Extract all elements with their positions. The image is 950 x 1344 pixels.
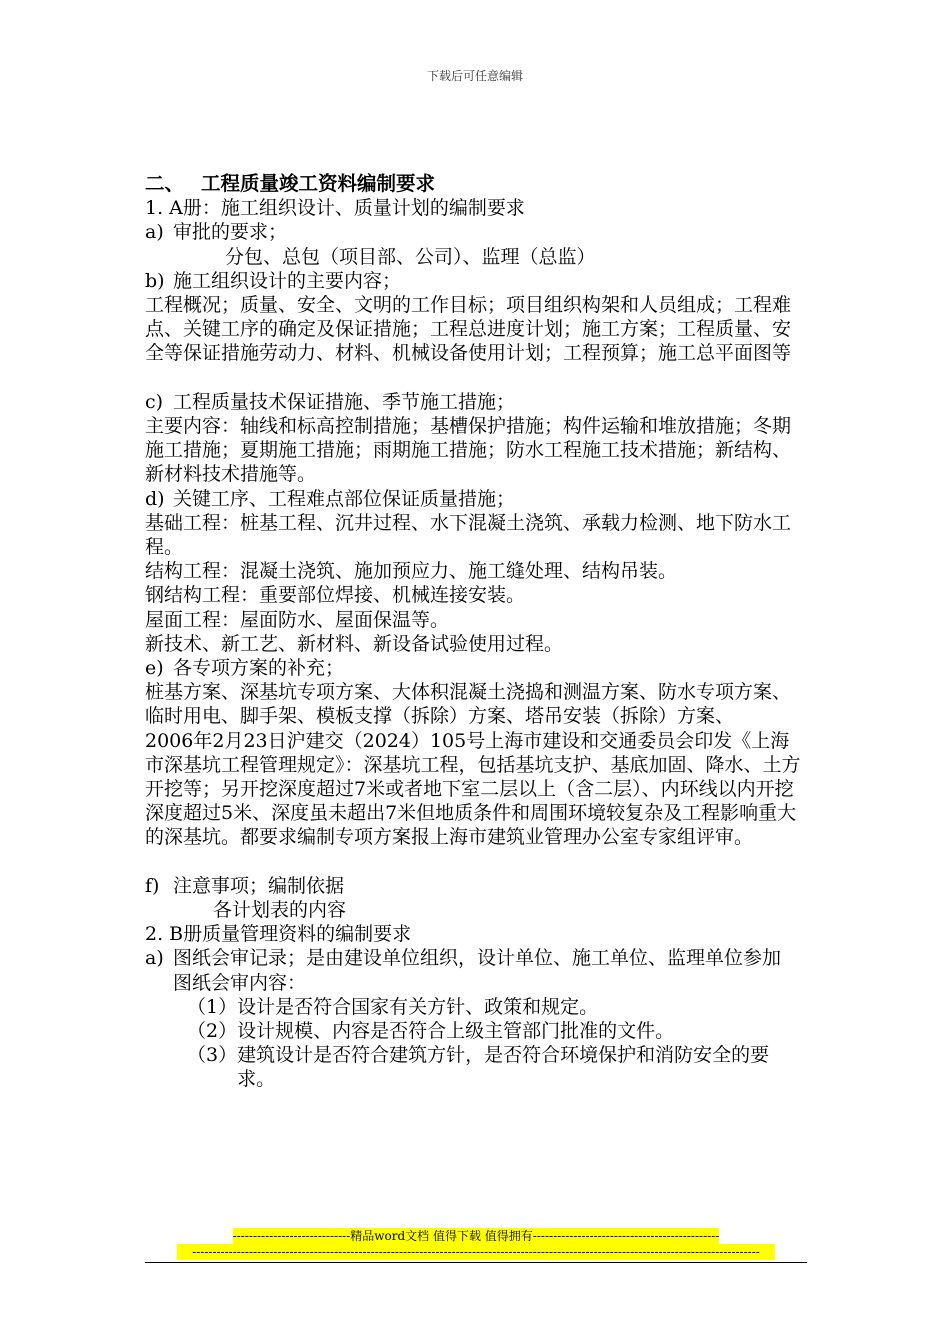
item-a [145, 220, 807, 244]
section-title: 工程质量竣工资料编制要求 [201, 172, 436, 195]
item-label: b) [145, 269, 165, 292]
paragraph-steel: 钢结构工程：重要部位焊接、机械连接安装。 [145, 584, 526, 607]
item-text: 施工组织设计的主要内容； [173, 269, 402, 292]
item-label: c) [145, 390, 164, 413]
paragraph-main-content: 工程概况；质量、安全、文明的工作目标；项目组织构架和人员组成；工程难点、关键工序的确定及保证措施；工程总进度计划；施工方案；工程质量、安全等保证措施劳动力、材料、机械设备使用计划；工程预算；施工总平面图等 [145, 294, 792, 365]
item-b [145, 269, 807, 293]
footer-rule [145, 1262, 807, 1263]
item-f [145, 874, 807, 898]
paragraph-foundation: 基础工程：桩基工程、沉井过程、水下混凝土浇筑、承载力检测、地下防水工程。 [145, 511, 792, 559]
header-note: 下载后可任意编辑 [426, 69, 523, 83]
paragraph-measures: 主要内容：轴线和标高控制措施；基槽保护措施；构件运输和堆放措施；冬期施工措施；夏期施工措施；雨期施工措施；防水工程施工技术措施；新结构、新材料技术措施等。 [145, 415, 792, 486]
paragraph-new-tech: 新技术、新工艺、新材料、新设备试验使用过程。 [145, 632, 564, 655]
item-label: f) [145, 874, 160, 897]
review-content-label: 图纸会审内容： [173, 971, 307, 994]
paragraph-special-plans: 桩基方案、深基坑专项方案、大体积混凝土浇捣和测温方案、防水专项方案、临时用电、脚手架、模板支撑（拆除）方案、塔吊安装（拆除）方案、 [145, 681, 792, 728]
item-text: 注意事项；编制依据 [173, 874, 345, 897]
section-number: 二、 [145, 172, 185, 195]
point-label: （3） [187, 1044, 238, 1067]
point-text: 建筑设计是否符合建筑方针，是否符合环境保护和消防安全的要求。 [237, 1044, 770, 1091]
review-point-2 [145, 1019, 807, 1043]
item-text: 审批的要求； [173, 221, 288, 244]
item-label: a) [145, 221, 164, 244]
point-label: （2） [187, 1020, 238, 1043]
item-1-heading: 1. A册：施工组织设计、质量计划的编制要求 [145, 197, 525, 220]
item-2a [145, 946, 807, 970]
section-heading [145, 172, 807, 196]
item-label: e) [145, 657, 164, 680]
item-d [145, 487, 807, 511]
point-text: 设计规模、内容是否符合上级主管部门批准的文件。 [237, 1020, 675, 1043]
item-c [145, 390, 807, 414]
footer-banner [145, 1228, 807, 1264]
item-2-heading: 2. B册质量管理资料的编制要求 [145, 923, 412, 946]
document-body [145, 172, 807, 1092]
item-e [145, 656, 807, 680]
blank-line [145, 366, 807, 390]
point-label: （1） [187, 995, 238, 1018]
point-text: 设计是否符合国家有关方针、政策和规定。 [237, 995, 599, 1018]
paragraph-structure: 结构工程：混凝土浇筑、施加预应力、施工缝处理、结构吊装。 [145, 560, 678, 583]
item-label: d) [145, 487, 165, 510]
footer-line-1: -----------------------------精品word文档 值得下载 值得拥有---------------------------------------------- [232, 1229, 720, 1243]
footer-line-2: -------------------------------------------------------------------------------------------------------------------------------------------- [177, 1244, 775, 1260]
item-label: a) [145, 947, 164, 970]
item-text: 工程质量技术保证措施、季节施工措施； [173, 390, 516, 413]
paragraph-roof: 屋面工程：屋面防水、屋面保温等。 [145, 608, 450, 631]
blank-line [145, 850, 807, 874]
paragraph-regulation: 2006年2月23日沪建交（2024）105号上海市建设和交通委员会印发《上海市深基坑工程管理规定》：深基坑工程，包括基坑支护、基底加固、降水、土方开挖等；另开挖深度超过7米或者地下室二层以上（含二层）、内环线以内开挖深度超过5米、深度虽未超出7米但地质条件和周围环境较复杂及工程影响重大的深基坑。都要求编制专项方案报上海市建筑业管理办公室专家组评审。 [145, 729, 801, 849]
item-text: 关键工序、工程难点部位保证质量措施； [173, 487, 516, 510]
review-point-3 [145, 1043, 807, 1091]
plan-tables: 各计划表的内容 [213, 899, 347, 922]
item-text: 各专项方案的补充； [173, 657, 345, 680]
review-point-1 [145, 995, 807, 1019]
item-text: 图纸会审记录；是由建设单位组织，设计单位、施工单位、监理单位参加 [173, 947, 782, 970]
approval-parties: 分包、总包（项目部、公司）、监理（总监） [225, 245, 596, 268]
